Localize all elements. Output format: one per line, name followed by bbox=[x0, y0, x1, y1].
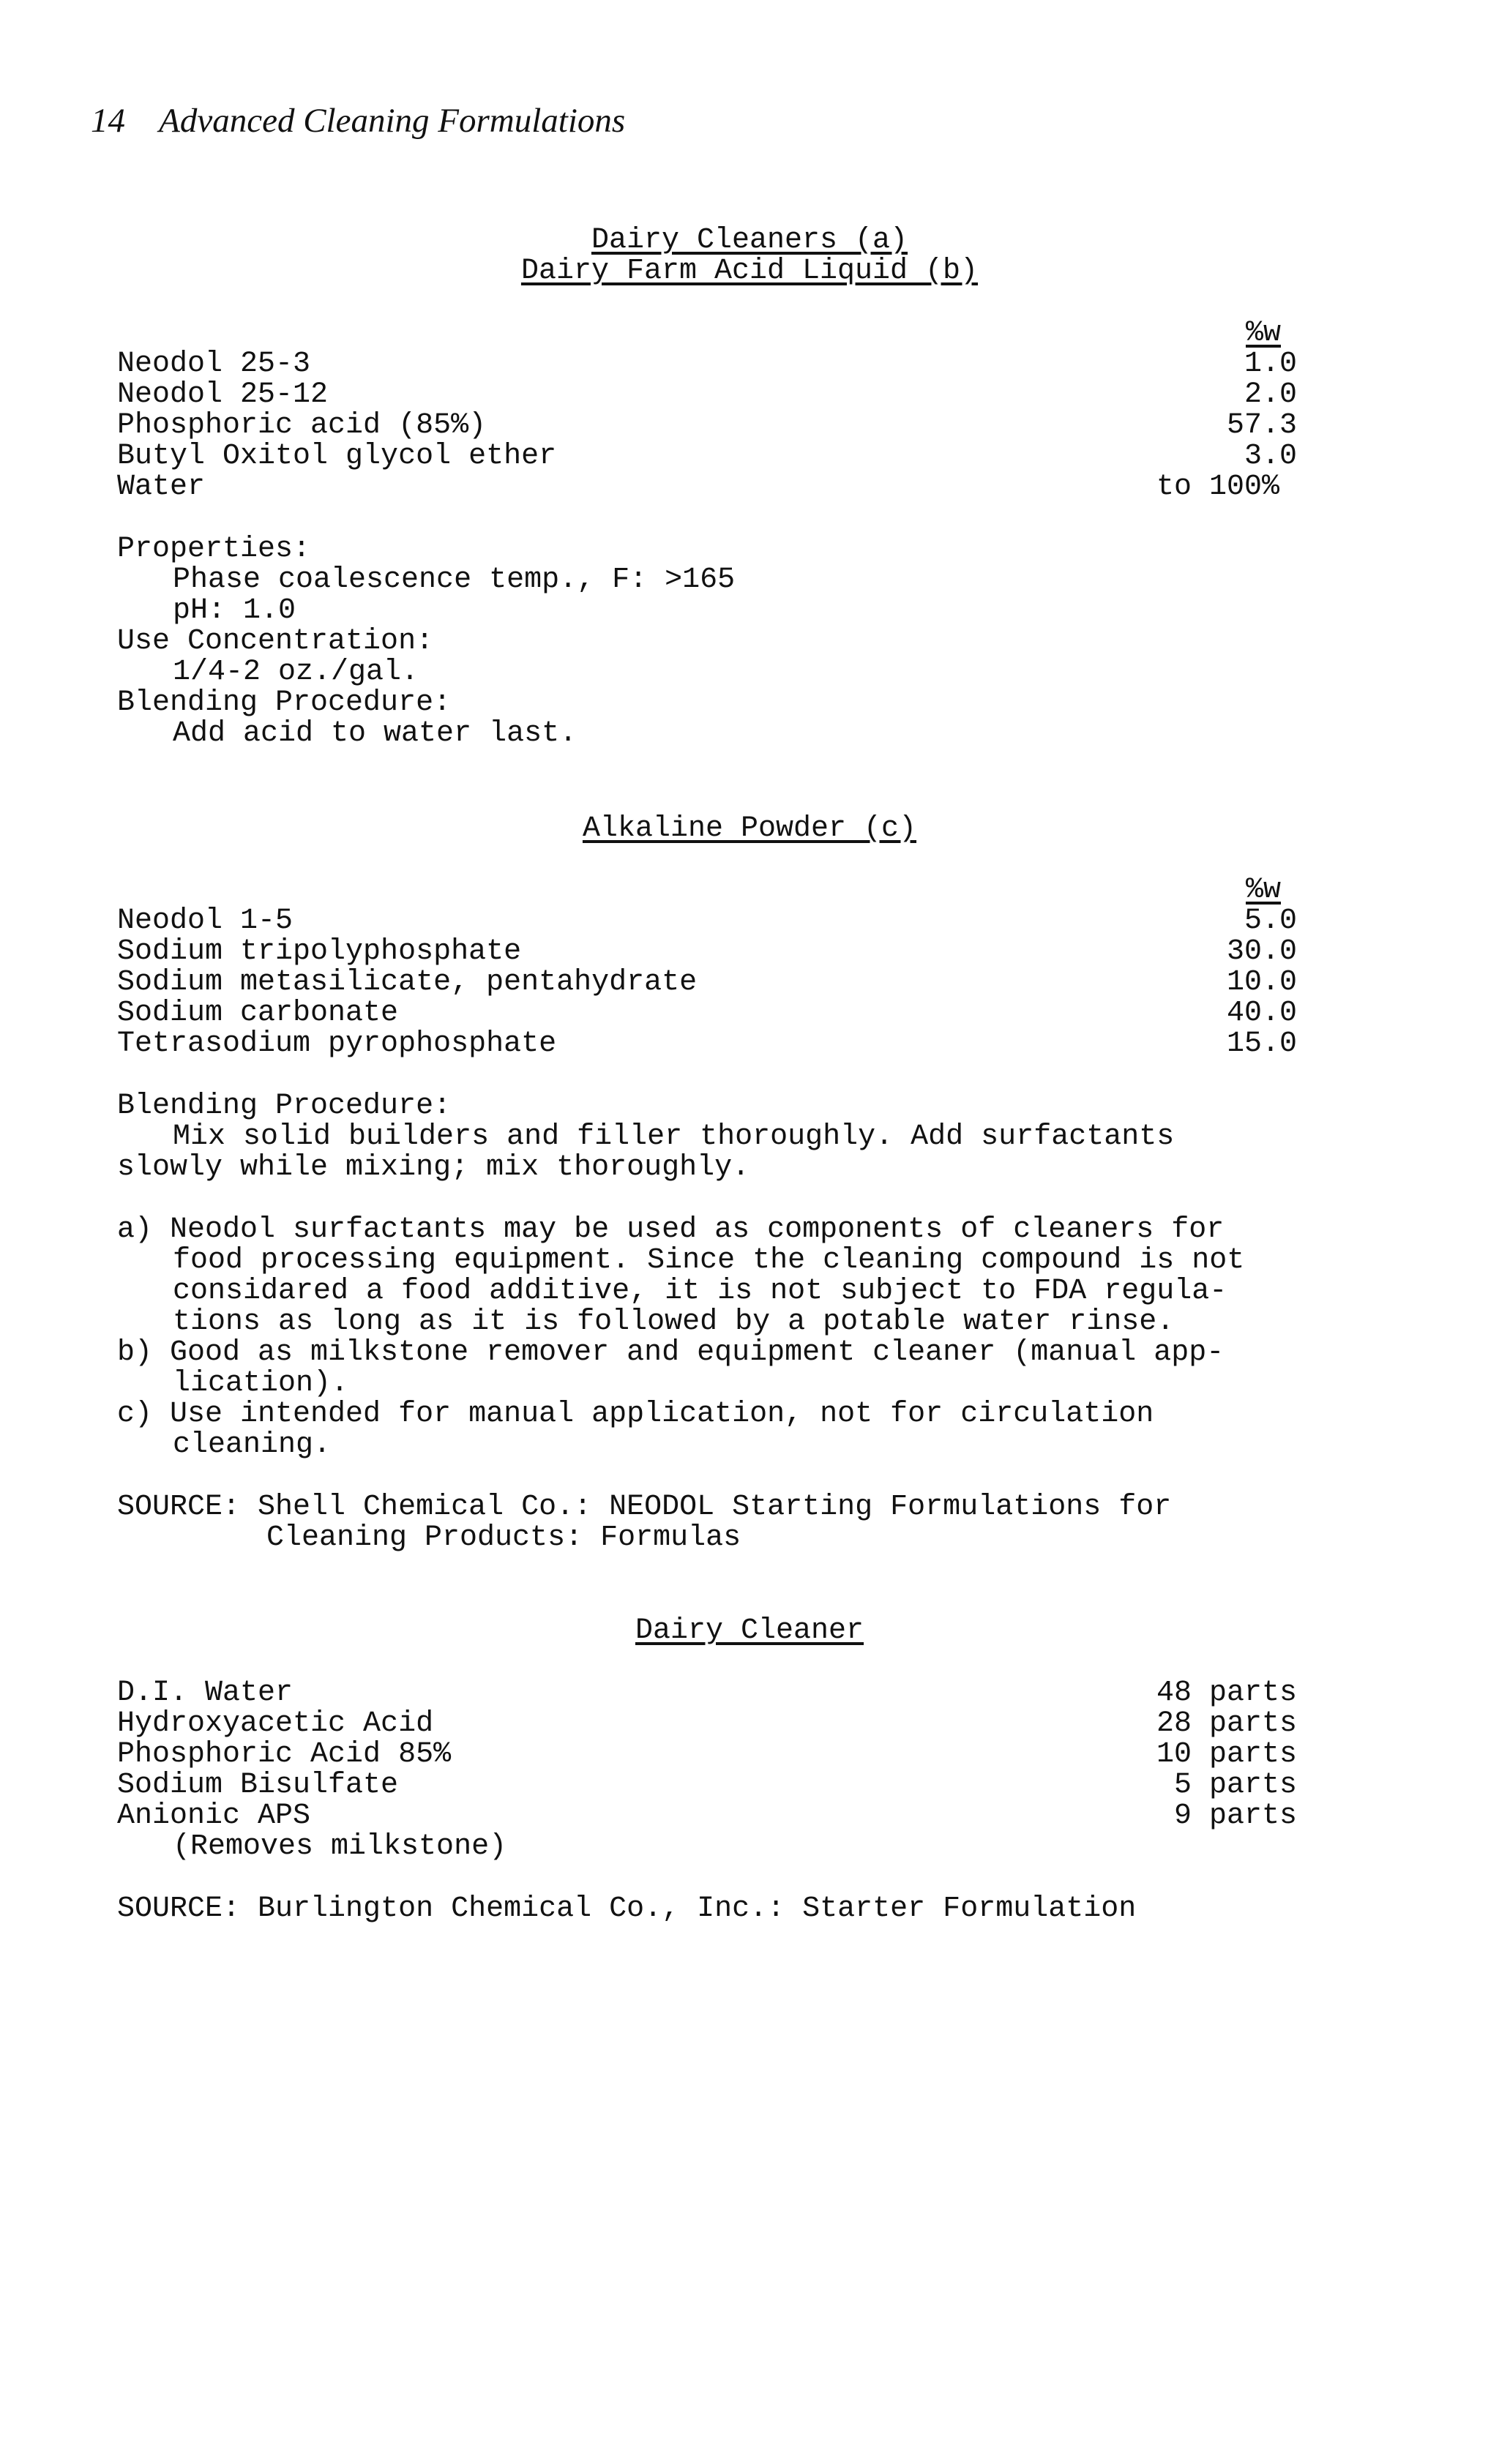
blending-procedure-label: Blending Procedure: bbox=[117, 686, 452, 719]
ingredient-name: Anionic APS bbox=[117, 1800, 311, 1832]
section-subtitle-dairy-farm-acid-liquid: Dairy Farm Acid Liquid (b) bbox=[520, 255, 979, 288]
footnote-b: b) Good as milkstone remover and equipment cleaner (manual app- bbox=[117, 1336, 1225, 1369]
ingredient-name: Sodium metasilicate, pentahydrate bbox=[117, 966, 698, 999]
footnote-a: food processing equipment. Since the cleaning compound is not bbox=[173, 1244, 1245, 1277]
ingredient-row bbox=[117, 1738, 1297, 1771]
ingredient-name: Phosphoric Acid 85% bbox=[117, 1738, 452, 1771]
blending-procedure-text: slowly while mixing; mix thoroughly. bbox=[117, 1151, 750, 1184]
footnote-c: c) Use intended for manual application, not for circulation bbox=[117, 1398, 1154, 1431]
running-header bbox=[91, 101, 625, 141]
ingredient-row bbox=[117, 1707, 1297, 1740]
ingredient-value: 5 parts bbox=[1173, 1769, 1297, 1802]
page-number: 14 bbox=[91, 102, 125, 140]
ingredient-value: 9 parts bbox=[1173, 1800, 1297, 1832]
ingredient-value: 10.0 bbox=[1226, 966, 1297, 999]
use-concentration-label: Use Concentration: bbox=[117, 625, 434, 658]
percent-weight-header: %w bbox=[1246, 317, 1282, 350]
book-title: Advanced Cleaning Formulations bbox=[159, 102, 626, 140]
ingredient-value: 57.3 bbox=[1226, 409, 1297, 442]
source-citation: SOURCE: Shell Chemical Co.: NEODOL Starting Formulations for bbox=[117, 1491, 1172, 1524]
ingredient-row bbox=[117, 1027, 1297, 1060]
ingredient-name: Neodol 25-12 bbox=[117, 378, 329, 411]
property-item: pH: 1.0 bbox=[173, 594, 296, 627]
ingredient-row bbox=[117, 935, 1297, 968]
ingredient-name: Phosphoric acid (85%) bbox=[117, 409, 487, 442]
ingredient-note: (Removes milkstone) bbox=[173, 1830, 507, 1863]
property-item: Phase coalescence temp., F: >165 bbox=[173, 563, 736, 596]
ingredient-row bbox=[117, 966, 1297, 999]
ingredient-row bbox=[117, 348, 1297, 381]
ingredient-name: Sodium Bisulfate bbox=[117, 1769, 399, 1802]
ingredient-value: 28 parts bbox=[1156, 1707, 1297, 1740]
ingredient-name: D.I. Water bbox=[117, 1677, 294, 1710]
ingredient-name: Neodol 1-5 bbox=[117, 905, 294, 937]
ingredient-name: Water bbox=[117, 471, 206, 503]
use-concentration-value: 1/4-2 oz./gal. bbox=[173, 656, 419, 689]
ingredient-value: 5.0 bbox=[1244, 905, 1297, 937]
footnote-a: considared a food additive, it is not subject to FDA regula- bbox=[173, 1275, 1227, 1308]
ingredient-value: 15.0 bbox=[1226, 1027, 1297, 1060]
ingredient-value: 1.0 bbox=[1244, 348, 1297, 381]
ingredient-value: to 100% bbox=[1156, 471, 1279, 503]
ingredient-value: 40.0 bbox=[1226, 997, 1297, 1030]
ingredient-row bbox=[117, 905, 1297, 937]
ingredient-name: Tetrasodium pyrophosphate bbox=[117, 1027, 557, 1060]
blending-procedure-text: Mix solid builders and filler thoroughly. Add surfactants bbox=[173, 1120, 1175, 1153]
ingredient-row bbox=[117, 440, 1297, 473]
ingredient-value: 48 parts bbox=[1156, 1677, 1297, 1710]
blending-procedure-label: Blending Procedure: bbox=[117, 1090, 452, 1123]
footnote-b: lication). bbox=[173, 1367, 349, 1400]
ingredient-name: Butyl Oxitol glycol ether bbox=[117, 440, 557, 473]
ingredient-value: 2.0 bbox=[1244, 378, 1297, 411]
section-title-dairy-cleaners: Dairy Cleaners (a) bbox=[591, 224, 908, 257]
source-citation: SOURCE: Burlington Chemical Co., Inc.: Starter Formulation bbox=[117, 1892, 1137, 1925]
source-citation: Cleaning Products: Formulas bbox=[266, 1521, 741, 1554]
ingredient-name: Neodol 25-3 bbox=[117, 348, 311, 381]
percent-weight-header: %w bbox=[1246, 874, 1282, 907]
ingredient-row bbox=[117, 997, 1297, 1030]
ingredient-name: Sodium tripolyphosphate bbox=[117, 935, 522, 968]
section-title-alkaline-powder: Alkaline Powder (c) bbox=[582, 812, 917, 845]
ingredient-row bbox=[117, 472, 1288, 503]
footnote-c: cleaning. bbox=[173, 1428, 332, 1461]
ingredient-value: 3.0 bbox=[1244, 440, 1297, 473]
footnote-a: tions as long as it is followed by a potable water rinse. bbox=[173, 1306, 1175, 1338]
ingredient-value: 10 parts bbox=[1156, 1738, 1297, 1771]
ingredient-row bbox=[117, 1769, 1297, 1802]
ingredient-row bbox=[117, 409, 1297, 442]
blending-procedure-text: Add acid to water last. bbox=[173, 717, 577, 750]
ingredient-value: 30.0 bbox=[1226, 935, 1297, 968]
ingredient-name: Hydroxyacetic Acid bbox=[117, 1707, 434, 1740]
footnote-a: a) Neodol surfactants may be used as components of cleaners for bbox=[117, 1213, 1225, 1246]
section-title-dairy-cleaner: Dairy Cleaner bbox=[635, 1614, 864, 1647]
ingredient-row bbox=[117, 1800, 1297, 1832]
properties-label: Properties: bbox=[117, 533, 311, 566]
ingredient-row bbox=[117, 1677, 1297, 1710]
ingredient-name: Sodium carbonate bbox=[117, 997, 399, 1030]
ingredient-row bbox=[117, 378, 1297, 411]
